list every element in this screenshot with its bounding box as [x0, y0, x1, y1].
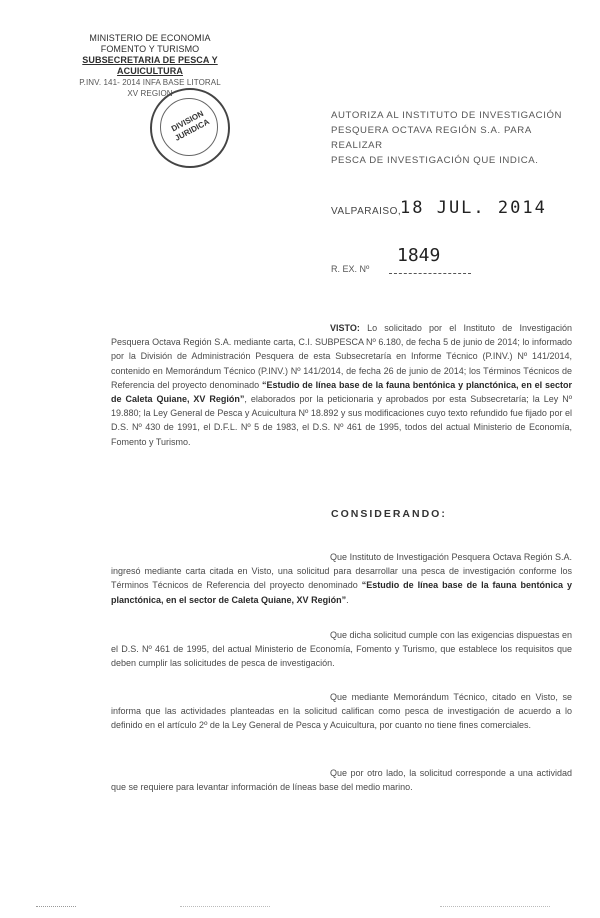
ministry-line-1: MINISTERIO DE ECONOMIA: [89, 33, 211, 43]
visto-paragraph: [111, 321, 572, 449]
considerando-item-2: [111, 628, 572, 671]
visto-label: VISTO:: [330, 323, 360, 333]
resolution-number: 1849: [397, 245, 441, 266]
considerando-heading: CONSIDERANDO:: [331, 508, 447, 520]
subsecretaria-line: SUBSECRETARIA DE PESCA Y ACUICULTURA: [82, 55, 218, 76]
subject-line-3: PESCA DE INVESTIGACIÓN QUE INDICA.: [331, 155, 539, 166]
scan-mark-left: [36, 906, 76, 907]
item2-text: Que dicha solicitud cumple con las exigencias dispuestas en el D.S. Nº 461 de 1995, del actual Ministerio de Economía, Fomento y Turismo, que establece los requisitos que deben cumplir las solicitudes de pesca de investigación.: [111, 630, 572, 669]
considerando-item-4: [111, 766, 572, 794]
ministry-header: [50, 33, 250, 99]
item4-text: Que por otro lado, la solicitud corresponde a una actividad que se requiere para levantar información de líneas base del medio marino.: [111, 768, 572, 793]
subject-line-2: PESQUERA OCTAVA REGIÓN S.A. PARA REALIZAR: [331, 125, 532, 151]
region-line: XV REGION: [127, 89, 173, 98]
scan-mark-right: [440, 906, 550, 907]
stamp-text: DIVISION JURIDICA: [169, 108, 211, 143]
visto-text-2: , elaborados por la peticionaria y aprobados por esta Subsecretaría; la Ley Nº 19.880; la Ley General de Pesca y Acuicultura Nº 18.892 y sus modificaciones cuyo texto refundido fue fijado por el D.S. Nº 430 de 1991, el D.F.L. Nº 5 de 1983, el D.S. Nº 461 de 1995, todos del actual Ministerio de Economía, Fomento y Turismo.: [111, 394, 572, 447]
ministry-line-2: FOMENTO Y TURISMO: [100, 44, 200, 54]
date-stamp: 18 JUL. 2014: [400, 198, 547, 218]
subject-line-1: AUTORIZA AL INSTITUTO DE INVESTIGACIÓN: [331, 110, 563, 121]
resolution-underline: [389, 273, 471, 274]
division-juridica-stamp: [150, 88, 230, 168]
item1-text: Que Instituto de Investigación Pesquera Octava Región S.A. ingresó mediante carta citada en Visto, una solicitud para desarrollar una pesca de investigación conforme los Términos Técnicos de Referencia del proyecto denominado: [111, 552, 572, 591]
item1-project-title: “Estudio de línea base de la fauna bentónica y planctónica, en el sector de Caleta Quiane, XV Región”: [111, 580, 572, 605]
considerando-item-1: [111, 550, 572, 607]
resolution-label: R. EX. Nº: [331, 264, 370, 274]
visto-text-1: Lo solicitado por el Instituto de Investigación Pesquera Octava Región S.A. mediante carta, C.I. SUBPESCA Nº 6.180, de fecha 5 de junio de 2014; lo informado por la División de Administración Pesquera de esta Subsecretaría en Informe Técnico (P.INV.) Nº 141/2014, contenido en Memorándum Técnico (P.INV.) Nº 141/2014, de fecha 26 de junio de 2014; los Términos Técnicos de Referencia del proyecto denominado: [111, 323, 572, 390]
considerando-item-3: [111, 690, 572, 733]
item1-end: .: [346, 594, 349, 605]
visto-project-title: “Estudio de línea base de la fauna bentónica y planctónica, en el sector de Caleta Quiane, XV Región”: [111, 379, 572, 405]
item3-text: Que mediante Memorándum Técnico, citado en Visto, se informa que las actividades planteadas en la solicitud califican como pesca de investigación de acuerdo a lo definido en el artículo 2º de la Ley General de Pesca y Acuicultura, por cuanto no tiene fines comerciales.: [111, 692, 572, 731]
scan-mark-mid: [180, 906, 270, 907]
date-place: VALPARAISO,: [331, 206, 402, 217]
reference-line: P.INV. 141- 2014 INFA BASE LITORAL: [79, 78, 221, 87]
subject-block: [331, 108, 571, 168]
